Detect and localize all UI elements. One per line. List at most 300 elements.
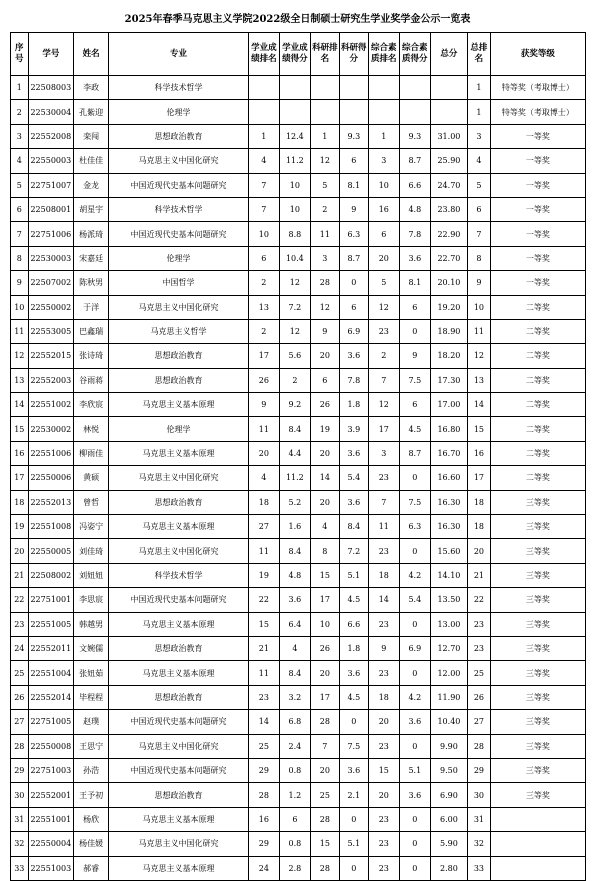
cell-total-score: 18.20 xyxy=(430,344,467,368)
cell-award-level: 特等奖（考取博士） xyxy=(490,100,585,124)
cell-index: 12 xyxy=(11,344,29,368)
cell-academic-score: 6.8 xyxy=(279,710,310,734)
cell-award-level: 三等奖 xyxy=(490,758,585,782)
cell-name: 陈秋男 xyxy=(74,271,109,295)
cell-academic-score: 8.8 xyxy=(279,222,310,246)
cell-award-level: 二等奖 xyxy=(490,368,585,392)
cell-total-score: 20.10 xyxy=(430,271,467,295)
cell-quality-score: 6.3 xyxy=(399,515,430,539)
cell-research-rank: 1 xyxy=(310,124,339,148)
cell-total-rank: 4 xyxy=(468,149,491,173)
cell-award-level: 三等奖 xyxy=(490,636,585,660)
cell-academic-rank: 1 xyxy=(248,124,279,148)
cell-major: 科学技术哲学 xyxy=(109,563,249,587)
cell-student-id: 22550008 xyxy=(28,734,74,758)
table-row xyxy=(11,783,586,807)
cell-total-score: 13.00 xyxy=(430,612,467,636)
table-row xyxy=(11,100,586,124)
cell-research-score: 3.9 xyxy=(339,417,368,441)
cell-award-level: 二等奖 xyxy=(490,441,585,465)
cell-research-score: 3.6 xyxy=(339,344,368,368)
cell-major: 马克思主义哲学 xyxy=(109,319,249,343)
table-row xyxy=(11,319,586,343)
cell-total-score: 31.00 xyxy=(430,124,467,148)
cell-research-rank: 17 xyxy=(310,588,339,612)
cell-quality-rank: 6 xyxy=(368,222,399,246)
cell-research-rank: 5 xyxy=(310,173,339,197)
cell-academic-rank: 21 xyxy=(248,636,279,660)
cell-major: 思想政治教育 xyxy=(109,124,249,148)
cell-quality-score: 0 xyxy=(399,807,430,831)
cell-name: 韩越男 xyxy=(74,612,109,636)
header-cell: 总分 xyxy=(430,33,467,76)
cell-student-id: 22552013 xyxy=(28,490,74,514)
header-cell: 学号 xyxy=(28,33,74,76)
cell-research-rank: 20 xyxy=(310,661,339,685)
cell-student-id: 22550003 xyxy=(28,149,74,173)
cell-research-score: 1.8 xyxy=(339,393,368,417)
cell-major: 马克思主义基本原理 xyxy=(109,393,249,417)
cell-index: 2 xyxy=(11,100,29,124)
cell-quality-rank: 23 xyxy=(368,661,399,685)
cell-name: 李政 xyxy=(74,76,109,100)
cell-academic-score xyxy=(279,76,310,100)
cell-academic-score: 8.4 xyxy=(279,539,310,563)
cell-major: 伦理学 xyxy=(109,417,249,441)
cell-research-rank: 8 xyxy=(310,539,339,563)
cell-research-score: 3.6 xyxy=(339,490,368,514)
table-row xyxy=(11,295,586,319)
cell-name: 杨佳媛 xyxy=(74,832,109,856)
cell-award-level: 三等奖 xyxy=(490,710,585,734)
cell-award-level: 二等奖 xyxy=(490,319,585,343)
table-row xyxy=(11,661,586,685)
cell-total-rank: 1 xyxy=(468,76,491,100)
cell-research-score: 5.4 xyxy=(339,466,368,490)
header-cell: 科研得分 xyxy=(339,33,368,76)
cell-total-rank: 22 xyxy=(468,588,491,612)
cell-research-rank: 12 xyxy=(310,149,339,173)
cell-total-score: 6.00 xyxy=(430,807,467,831)
cell-major: 伦理学 xyxy=(109,246,249,270)
cell-student-id: 22550006 xyxy=(28,466,74,490)
cell-quality-rank: 2 xyxy=(368,344,399,368)
cell-total-score: 16.80 xyxy=(430,417,467,441)
cell-student-id: 22551005 xyxy=(28,612,74,636)
cell-award-level: 三等奖 xyxy=(490,515,585,539)
cell-total-rank: 26 xyxy=(468,685,491,709)
cell-student-id: 22551003 xyxy=(28,856,74,880)
cell-name: 毕程程 xyxy=(74,685,109,709)
cell-index: 26 xyxy=(11,685,29,709)
cell-major: 中国近现代史基本问题研究 xyxy=(109,758,249,782)
cell-academic-score: 8.4 xyxy=(279,661,310,685)
cell-student-id: 22751001 xyxy=(28,588,74,612)
cell-index: 25 xyxy=(11,661,29,685)
document-title: 2025年春季马克思主义学院2022级全日制硕士研究生学业奖学金公示一览表 xyxy=(124,14,471,25)
cell-academic-score: 8.4 xyxy=(279,417,310,441)
cell-research-rank: 15 xyxy=(310,563,339,587)
cell-research-score: 7.2 xyxy=(339,539,368,563)
header-cell: 科研排名 xyxy=(310,33,339,76)
cell-total-rank: 9 xyxy=(468,271,491,295)
cell-research-rank: 25 xyxy=(310,783,339,807)
cell-total-rank: 31 xyxy=(468,807,491,831)
cell-award-level: 一等奖 xyxy=(490,124,585,148)
cell-student-id: 22551002 xyxy=(28,393,74,417)
table-row xyxy=(11,685,586,709)
header-cell: 学业成绩排名 xyxy=(248,33,279,76)
cell-total-rank: 23 xyxy=(468,636,491,660)
cell-index: 20 xyxy=(11,539,29,563)
cell-total-rank: 20 xyxy=(468,539,491,563)
cell-quality-rank: 12 xyxy=(368,295,399,319)
cell-major: 中国近现代史基本问题研究 xyxy=(109,710,249,734)
cell-student-id: 22751003 xyxy=(28,758,74,782)
cell-total-rank: 32 xyxy=(468,832,491,856)
header-cell: 专业 xyxy=(109,33,249,76)
cell-major: 马克思主义基本原理 xyxy=(109,441,249,465)
cell-academic-score: 12.4 xyxy=(279,124,310,148)
cell-total-score: 25.90 xyxy=(430,149,467,173)
cell-quality-rank: 16 xyxy=(368,197,399,221)
cell-index: 1 xyxy=(11,76,29,100)
cell-total-rank: 7 xyxy=(468,222,491,246)
cell-major: 马克思主义基本原理 xyxy=(109,612,249,636)
cell-total-rank: 13 xyxy=(468,368,491,392)
cell-name: 刘妞妞 xyxy=(74,563,109,587)
cell-name: 张诗琦 xyxy=(74,344,109,368)
cell-academic-rank: 2 xyxy=(248,319,279,343)
cell-academic-rank: 19 xyxy=(248,563,279,587)
cell-academic-score: 4 xyxy=(279,636,310,660)
cell-quality-rank: 1 xyxy=(368,124,399,148)
cell-major: 中国近现代史基本问题研究 xyxy=(109,588,249,612)
cell-quality-score xyxy=(399,100,430,124)
cell-index: 8 xyxy=(11,246,29,270)
cell-student-id: 22751007 xyxy=(28,173,74,197)
cell-research-rank: 20 xyxy=(310,490,339,514)
cell-index: 14 xyxy=(11,393,29,417)
cell-name: 孙浩 xyxy=(74,758,109,782)
table-row xyxy=(11,563,586,587)
cell-quality-score: 4.2 xyxy=(399,685,430,709)
cell-index: 15 xyxy=(11,417,29,441)
table-row xyxy=(11,466,586,490)
cell-award-level: 三等奖 xyxy=(490,685,585,709)
cell-name: 栾闯 xyxy=(74,124,109,148)
cell-name: 王思宁 xyxy=(74,734,109,758)
cell-major: 思想政治教育 xyxy=(109,344,249,368)
cell-award-level: 一等奖 xyxy=(490,222,585,246)
cell-index: 32 xyxy=(11,832,29,856)
table-row xyxy=(11,539,586,563)
cell-academic-rank: 13 xyxy=(248,295,279,319)
header-cell: 姓名 xyxy=(74,33,109,76)
table-row xyxy=(11,807,586,831)
cell-name: 金龙 xyxy=(74,173,109,197)
cell-academic-score: 4.4 xyxy=(279,441,310,465)
cell-total-score xyxy=(430,100,467,124)
cell-quality-rank: 12 xyxy=(368,393,399,417)
cell-quality-rank: 5 xyxy=(368,271,399,295)
cell-major: 中国哲学 xyxy=(109,271,249,295)
cell-total-rank: 6 xyxy=(468,197,491,221)
cell-quality-score: 6 xyxy=(399,393,430,417)
cell-total-score: 23.80 xyxy=(430,197,467,221)
cell-quality-rank: 3 xyxy=(368,149,399,173)
cell-quality-score: 0 xyxy=(399,661,430,685)
cell-quality-score: 0 xyxy=(399,856,430,880)
cell-major: 马克思主义中国化研究 xyxy=(109,466,249,490)
cell-academic-score: 4.8 xyxy=(279,563,310,587)
cell-academic-score: 10 xyxy=(279,173,310,197)
cell-total-rank: 33 xyxy=(468,856,491,880)
cell-award-level: 三等奖 xyxy=(490,734,585,758)
cell-academic-rank: 9 xyxy=(248,393,279,417)
table-row xyxy=(11,76,586,100)
cell-award-level: 一等奖 xyxy=(490,197,585,221)
cell-index: 4 xyxy=(11,149,29,173)
cell-research-score: 3.6 xyxy=(339,661,368,685)
cell-total-rank: 11 xyxy=(468,319,491,343)
cell-academic-rank: 2 xyxy=(248,271,279,295)
cell-research-score: 7.5 xyxy=(339,734,368,758)
cell-major: 思想政治教育 xyxy=(109,636,249,660)
cell-index: 3 xyxy=(11,124,29,148)
cell-index: 27 xyxy=(11,710,29,734)
cell-major: 科学技术哲学 xyxy=(109,197,249,221)
table-row xyxy=(11,393,586,417)
header-cell: 序号 xyxy=(11,33,29,76)
cell-total-score: 16.30 xyxy=(430,490,467,514)
cell-academic-rank: 10 xyxy=(248,222,279,246)
cell-index: 11 xyxy=(11,319,29,343)
cell-research-score: 9.3 xyxy=(339,124,368,148)
cell-major: 马克思主义基本原理 xyxy=(109,515,249,539)
cell-total-score: 22.70 xyxy=(430,246,467,270)
cell-award-level xyxy=(490,856,585,880)
cell-quality-score: 3.6 xyxy=(399,710,430,734)
cell-name: 李思宸 xyxy=(74,588,109,612)
cell-research-score: 8.1 xyxy=(339,173,368,197)
cell-student-id: 22550004 xyxy=(28,832,74,856)
cell-academic-rank: 11 xyxy=(248,661,279,685)
cell-index: 23 xyxy=(11,612,29,636)
cell-student-id: 22751005 xyxy=(28,710,74,734)
cell-name: 冯姿宁 xyxy=(74,515,109,539)
cell-student-id: 22551008 xyxy=(28,515,74,539)
cell-award-level: 二等奖 xyxy=(490,344,585,368)
cell-award-level: 一等奖 xyxy=(490,173,585,197)
cell-research-score: 3.6 xyxy=(339,441,368,465)
cell-quality-score xyxy=(399,76,430,100)
cell-student-id: 22553005 xyxy=(28,319,74,343)
cell-quality-score: 4.5 xyxy=(399,417,430,441)
cell-academic-score: 12 xyxy=(279,271,310,295)
cell-total-rank: 27 xyxy=(468,710,491,734)
cell-quality-score: 5.1 xyxy=(399,758,430,782)
cell-index: 7 xyxy=(11,222,29,246)
table-row xyxy=(11,636,586,660)
cell-research-rank: 17 xyxy=(310,685,339,709)
cell-total-rank: 28 xyxy=(468,734,491,758)
cell-research-score xyxy=(339,76,368,100)
cell-total-score: 12.00 xyxy=(430,661,467,685)
cell-total-rank: 10 xyxy=(468,295,491,319)
cell-quality-score: 3.6 xyxy=(399,246,430,270)
cell-academic-rank: 23 xyxy=(248,685,279,709)
cell-research-score: 6.3 xyxy=(339,222,368,246)
cell-research-rank: 2 xyxy=(310,197,339,221)
cell-quality-score: 8.1 xyxy=(399,271,430,295)
cell-research-score: 6 xyxy=(339,295,368,319)
cell-major: 思想政治教育 xyxy=(109,685,249,709)
cell-research-score: 8.4 xyxy=(339,515,368,539)
cell-research-score: 5.1 xyxy=(339,563,368,587)
cell-index: 13 xyxy=(11,368,29,392)
cell-index: 22 xyxy=(11,588,29,612)
cell-student-id: 22550005 xyxy=(28,539,74,563)
cell-research-rank: 19 xyxy=(310,417,339,441)
cell-academic-rank: 29 xyxy=(248,832,279,856)
cell-major: 马克思主义中国化研究 xyxy=(109,734,249,758)
table-row xyxy=(11,368,586,392)
cell-total-score: 10.40 xyxy=(430,710,467,734)
cell-academic-score: 0.8 xyxy=(279,832,310,856)
cell-total-score: 14.10 xyxy=(430,563,467,587)
cell-academic-rank: 7 xyxy=(248,197,279,221)
cell-student-id: 22508002 xyxy=(28,563,74,587)
cell-academic-score: 10 xyxy=(279,197,310,221)
cell-award-level: 三等奖 xyxy=(490,588,585,612)
cell-major: 马克思主义基本原理 xyxy=(109,807,249,831)
cell-name: 杨欣 xyxy=(74,807,109,831)
cell-quality-score: 6.6 xyxy=(399,173,430,197)
cell-total-score: 12.70 xyxy=(430,636,467,660)
table-row xyxy=(11,710,586,734)
cell-total-score: 22.90 xyxy=(430,222,467,246)
cell-quality-rank: 20 xyxy=(368,783,399,807)
cell-index: 29 xyxy=(11,758,29,782)
cell-index: 16 xyxy=(11,441,29,465)
cell-quality-score: 7.8 xyxy=(399,222,430,246)
cell-total-score: 2.80 xyxy=(430,856,467,880)
cell-index: 24 xyxy=(11,636,29,660)
table-row xyxy=(11,612,586,636)
cell-research-rank xyxy=(310,76,339,100)
header-cell: 学业成绩得分 xyxy=(279,33,310,76)
table-row xyxy=(11,271,586,295)
cell-total-score: 19.20 xyxy=(430,295,467,319)
cell-total-rank: 16 xyxy=(468,441,491,465)
cell-total-rank: 8 xyxy=(468,246,491,270)
cell-research-rank: 14 xyxy=(310,466,339,490)
cell-research-score: 5.1 xyxy=(339,832,368,856)
cell-award-level: 特等奖（考取博士） xyxy=(490,76,585,100)
cell-quality-rank: 20 xyxy=(368,246,399,270)
cell-quality-score: 9.3 xyxy=(399,124,430,148)
cell-quality-score: 8.7 xyxy=(399,149,430,173)
cell-research-rank: 12 xyxy=(310,295,339,319)
cell-total-rank: 3 xyxy=(468,124,491,148)
cell-award-level: 二等奖 xyxy=(490,393,585,417)
cell-research-score: 0 xyxy=(339,856,368,880)
cell-name: 王予初 xyxy=(74,783,109,807)
cell-index: 33 xyxy=(11,856,29,880)
cell-quality-score: 7.5 xyxy=(399,490,430,514)
cell-research-score: 7.8 xyxy=(339,368,368,392)
cell-student-id: 22551001 xyxy=(28,807,74,831)
cell-total-score: 13.50 xyxy=(430,588,467,612)
cell-award-level: 二等奖 xyxy=(490,466,585,490)
cell-research-rank xyxy=(310,100,339,124)
cell-academic-score: 9.2 xyxy=(279,393,310,417)
cell-total-rank: 14 xyxy=(468,393,491,417)
cell-research-rank: 20 xyxy=(310,441,339,465)
cell-quality-score: 3.6 xyxy=(399,783,430,807)
cell-academic-rank: 16 xyxy=(248,807,279,831)
cell-name: 杜佳佳 xyxy=(74,149,109,173)
cell-total-rank: 15 xyxy=(468,417,491,441)
cell-major: 马克思主义中国化研究 xyxy=(109,539,249,563)
cell-academic-rank: 24 xyxy=(248,856,279,880)
table-row xyxy=(11,222,586,246)
cell-name: 巴鑫瑞 xyxy=(74,319,109,343)
cell-research-score: 3.6 xyxy=(339,758,368,782)
cell-name: 郝睿 xyxy=(74,856,109,880)
cell-index: 6 xyxy=(11,197,29,221)
cell-research-rank: 7 xyxy=(310,734,339,758)
cell-name: 曾哲 xyxy=(74,490,109,514)
cell-academic-score: 12 xyxy=(279,319,310,343)
cell-name: 胡星宇 xyxy=(74,197,109,221)
cell-total-score: 16.70 xyxy=(430,441,467,465)
cell-research-rank: 20 xyxy=(310,758,339,782)
cell-total-score: 6.90 xyxy=(430,783,467,807)
cell-academic-score: 3.2 xyxy=(279,685,310,709)
cell-academic-rank: 25 xyxy=(248,734,279,758)
cell-total-rank: 25 xyxy=(468,661,491,685)
cell-quality-score: 0 xyxy=(399,612,430,636)
cell-student-id: 22552015 xyxy=(28,344,74,368)
cell-quality-score: 9 xyxy=(399,344,430,368)
cell-quality-rank: 23 xyxy=(368,612,399,636)
table-row xyxy=(11,758,586,782)
cell-name: 孔紫迎 xyxy=(74,100,109,124)
table-body xyxy=(11,76,586,881)
cell-student-id: 22551006 xyxy=(28,441,74,465)
cell-quality-rank: 14 xyxy=(368,588,399,612)
cell-quality-score: 6.9 xyxy=(399,636,430,660)
table-row xyxy=(11,515,586,539)
cell-total-score xyxy=(430,76,467,100)
cell-quality-score: 8.7 xyxy=(399,441,430,465)
cell-student-id: 22552011 xyxy=(28,636,74,660)
cell-award-level: 一等奖 xyxy=(490,271,585,295)
cell-research-score: 9 xyxy=(339,197,368,221)
cell-academic-score: 7.2 xyxy=(279,295,310,319)
cell-research-rank: 28 xyxy=(310,856,339,880)
cell-total-score: 18.90 xyxy=(430,319,467,343)
cell-total-score: 9.50 xyxy=(430,758,467,782)
cell-award-level: 一等奖 xyxy=(490,246,585,270)
table-row xyxy=(11,734,586,758)
table-row xyxy=(11,417,586,441)
cell-research-score: 1.8 xyxy=(339,636,368,660)
cell-index: 28 xyxy=(11,734,29,758)
cell-quality-rank: 7 xyxy=(368,490,399,514)
